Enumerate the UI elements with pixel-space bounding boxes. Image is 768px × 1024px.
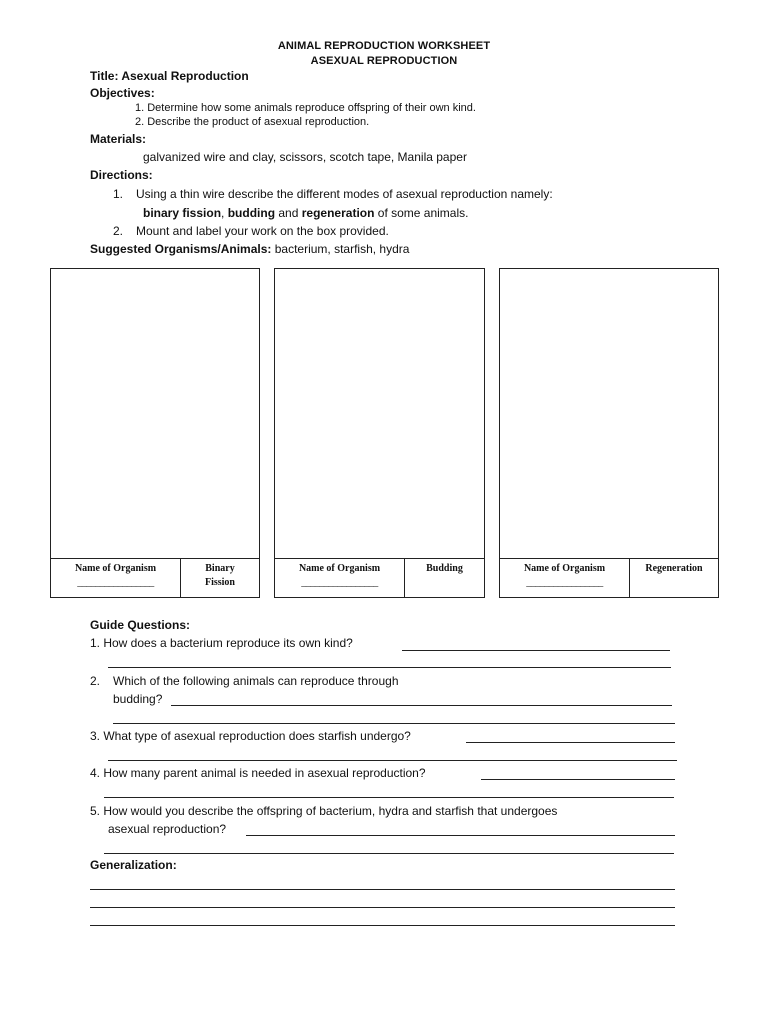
answer-line-q4-b[interactable]	[104, 797, 674, 798]
question-2-line2: budding?	[113, 692, 163, 706]
answer-line-q5-a[interactable]	[246, 835, 675, 836]
term-regeneration: regeneration	[301, 206, 375, 220]
objective-item-2: 2. Describe the product of asexual reproduction.	[135, 116, 370, 128]
direction-item-1-line1: Using a thin wire describe the different modes of asexual reproduction namely:	[136, 187, 553, 201]
title-row	[90, 69, 249, 83]
guide-questions-heading: Guide Questions:	[90, 618, 191, 632]
box-binary-fission[interactable]	[50, 268, 260, 598]
suggested-label: Suggested Organisms/Animals:	[90, 242, 272, 256]
question-5-line1: 5. How would you describe the offspring of bacterium, hydra and starfish that undergoes	[90, 804, 558, 818]
question-2-line1: Which of the following animals can reproduce through	[113, 674, 399, 688]
organism-name-cell[interactable]: Name of Organism _________________	[51, 559, 181, 597]
materials-text: galvanized wire and clay, scissors, scotch tape, Manila paper	[143, 150, 467, 164]
box-label-row	[275, 558, 484, 597]
answer-line-q5-b[interactable]	[104, 853, 674, 854]
direction-item-1-line2: binary fission, budding and regeneration of some animals.	[143, 206, 469, 220]
suggested-organisms	[90, 242, 409, 256]
answer-line-q1-b[interactable]	[108, 667, 671, 668]
question-3: 3. What type of asexual reproduction does starfish undergo?	[90, 729, 411, 743]
answer-line-q4-a[interactable]	[481, 779, 675, 780]
box-label-row	[500, 558, 718, 597]
term-binary-fission: binary fission	[143, 206, 222, 220]
title-label: Title:	[90, 69, 119, 83]
directions-heading: Directions:	[90, 168, 153, 182]
question-4: 4. How many parent animal is needed in asexual reproduction?	[90, 766, 426, 780]
answer-line-q2-a[interactable]	[171, 705, 672, 706]
question-5-line2: asexual reproduction?	[108, 822, 227, 836]
direction-item-2-text: Mount and label your work on the box provided.	[136, 224, 389, 238]
direction-item-2-number: 2.	[113, 224, 124, 238]
generalization-heading: Generalization:	[90, 858, 177, 872]
generalization-line-2[interactable]	[90, 907, 675, 908]
box-label-row	[51, 558, 259, 597]
objectives-heading: Objectives:	[90, 86, 155, 100]
organism-name-cell[interactable]: Name of Organism _________________	[500, 559, 630, 597]
question-2-number: 2.	[90, 674, 101, 688]
generalization-line-3[interactable]	[90, 925, 675, 926]
answer-line-q3-b[interactable]	[108, 760, 677, 761]
worksheet-subtitle: ASEXUAL REPRODUCTION	[310, 55, 458, 67]
generalization-line-1[interactable]	[90, 889, 675, 890]
objective-item-1: 1. Determine how some animals reproduce offspring of their own kind.	[135, 102, 476, 114]
mode-cell-budding: Budding	[426, 563, 463, 574]
suggested-value: bacterium, starfish, hydra	[274, 242, 410, 256]
mode-cell-regeneration: Regeneration	[645, 563, 703, 574]
organism-name-cell[interactable]: Name of Organism _________________	[275, 559, 405, 597]
answer-line-q1-a[interactable]	[402, 650, 670, 651]
worksheet-title: ANIMAL REPRODUCTION WORKSHEET	[277, 40, 491, 52]
title-value: Asexual Reproduction	[121, 69, 249, 83]
term-budding: budding	[227, 206, 276, 220]
box-regeneration[interactable]	[499, 268, 719, 598]
direction-item-1-number: 1.	[113, 187, 124, 201]
answer-line-q3-a[interactable]	[466, 742, 675, 743]
question-1: 1. How does a bacterium reproduce its own kind?	[90, 636, 353, 650]
mode-cell-binary-fission: Binary Fission	[204, 563, 235, 588]
answer-line-q2-b[interactable]	[113, 723, 675, 724]
box-budding[interactable]	[274, 268, 485, 598]
materials-heading: Materials:	[90, 132, 147, 146]
